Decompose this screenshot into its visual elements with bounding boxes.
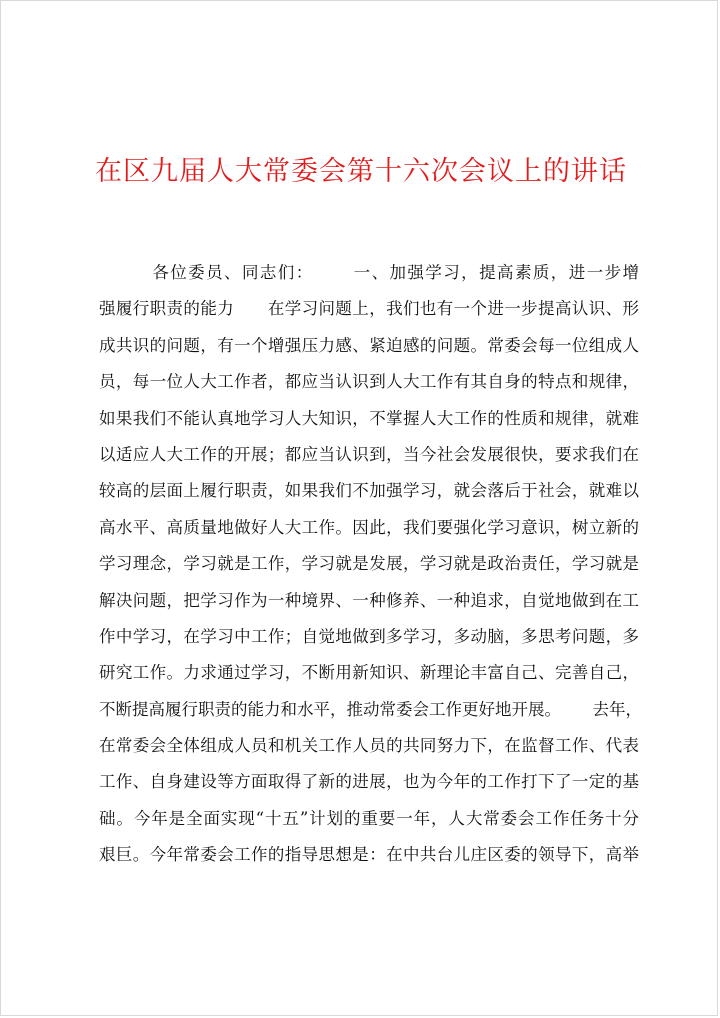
body-line: 不断提高履行职责的能力和水平，推动常委会工作更好地开展。 去年， (99, 699, 642, 719)
body-line: 高水平、高质量地做好人大工作。因此，我们要强化学习意识，树立新的 (99, 517, 639, 537)
body-line: 较高的层面上履行职责，如果我们不加强学习，就会落后于社会，就难以 (99, 481, 639, 501)
body-line: 成共识的问题，有一个增强压力感、紧迫感的问题。常委会每一位组成人 (99, 335, 639, 355)
body-line: 在常委会全体组成人员和机关工作人员的共同努力下，在监督工作、代表 (99, 736, 639, 756)
body-line: 员，每一位人大工作者，都应当认识到人大工作有其自身的特点和规律， (99, 372, 639, 392)
body-line: 工作、自身建设等方面取得了新的进展，也为今年的工作打下了一定的基 (99, 772, 639, 792)
body-line: 强履行职责的能力 在学习问题上，我们也有一个进一步提高认识、形 (99, 299, 639, 319)
document-body (99, 255, 642, 874)
body-line: 研究工作。力求通过学习，不断用新知识、新理论丰富自己、完善自己， (99, 663, 639, 683)
body-line: 以适应人大工作的开展；都应当认识到，当今社会发展很快，要求我们在 (99, 444, 639, 464)
body-line: 学习理念，学习就是工作，学习就是发展，学习就是政治责任，学习就是 (99, 554, 639, 574)
body-line: 各位委员、同志们： 一、加强学习，提高素质，进一步增 (99, 263, 639, 282)
body-line: 如果我们不能认真地学习人大知识，不掌握人大工作的性质和规律，就难 (99, 408, 639, 428)
body-line: 解决问题，把学习作为一种境界、一种修养、一种追求，自觉地做到在工 (99, 590, 639, 610)
body-line: 艰巨。今年常委会工作的指导思想是：在中共台儿庄区委的领导下，高举 (99, 845, 639, 865)
body-line: 作中学习，在学习中工作；自觉地做到多学习，多动脑，多思考问题，多 (99, 626, 639, 646)
document-title: 在区九届人大常委会第十六次会议上的讲话 (95, 156, 627, 187)
body-line: 础。今年是全面实现“十五”计划的重要一年，人大常委会工作任务十分 (99, 808, 639, 828)
